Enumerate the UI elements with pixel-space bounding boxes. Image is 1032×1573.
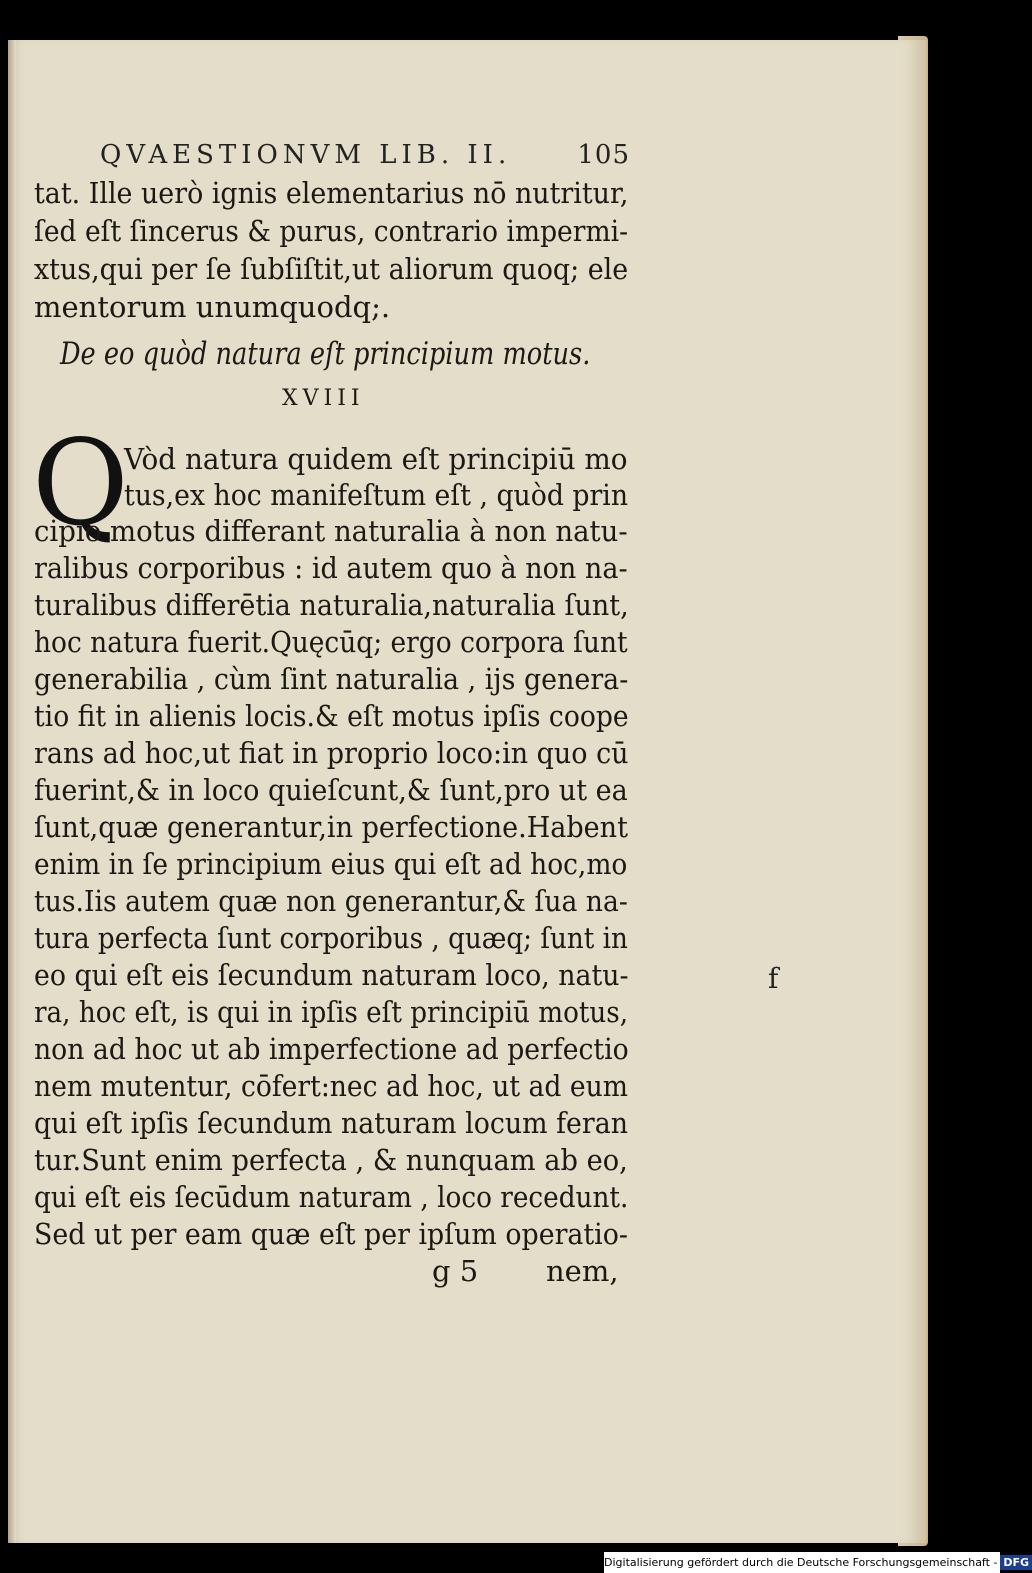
catchword: nem, (546, 1254, 619, 1288)
drop-capital: Q (32, 414, 129, 552)
chapter-number: XVIII (282, 386, 365, 411)
text-line: fuerint,& in loco quieſcunt,& ſunt,pro ut ea (34, 773, 628, 807)
text-line: hoc natura fuerit.Quęcūq; ergo corpora ſunt (34, 625, 628, 659)
text-line: qui eſt eis ſecūdum naturam , loco recedunt. (34, 1180, 629, 1214)
text-line: turalibus differētia naturalia,naturalia ſunt, (34, 588, 629, 622)
chapter-heading: De eo quòd natura eſt principium motus. (60, 336, 591, 372)
text-line: ralibus corporibus : id autem quo à non na- (34, 551, 628, 585)
running-head-title: QVAESTIONVM LIB. II. (100, 140, 512, 170)
running-head (100, 140, 630, 170)
text-line: cipio motus differant naturalia à non natu- (34, 514, 628, 548)
text-line: tus.Iis autem quæ non generantur,& ſua na- (34, 884, 628, 918)
text-line: Sed ut per eam quæ eſt per ipſum operatio- (34, 1217, 628, 1251)
text-line: ſunt,quæ generantur,in perfectione.Habent (34, 810, 628, 844)
text-line: tio fit in alienis locis.& eſt motus ipſis coope (34, 699, 629, 733)
text-line: ſed eſt ſincerus & purus, contrario impermi- (34, 214, 629, 248)
text-line: tur.Sunt enim perfecta , & nunquam ab eo, (34, 1143, 628, 1177)
text-line: mentorum unumquodq;. (34, 290, 391, 324)
text-line: tura perfecta ſunt corporibus , quæq; ſunt in (34, 921, 628, 955)
page-gutter (8, 40, 16, 1543)
digitization-credit (604, 1552, 1030, 1573)
text-line: enim in ſe principium eius qui eſt ad hoc,mo (34, 847, 628, 881)
text-line: non ad hoc ut ab imperfectione ad perfectio (34, 1032, 629, 1066)
text-line: Vòd natura quidem eſt principiū mo (124, 442, 628, 476)
text-line: generabilia , cùm ſint naturalia , ijs genera- (34, 662, 629, 696)
text-line: rans ad hoc,ut fiat in proprio loco:in quo cū (34, 736, 629, 770)
marginal-mark: f (768, 962, 779, 995)
text-line: tus,ex hoc manifeſtum eſt , quòd prin (124, 478, 629, 512)
credit-text: Digitalisierung gefördert durch die Deutsche Forschungsgemeinschaft - (604, 1556, 998, 1569)
signature-mark: g 5 (432, 1254, 479, 1288)
page-number: 105 (577, 140, 630, 170)
text-line: tat. Ille uerò ignis elementarius nō nutritur, (34, 176, 629, 210)
text-line: nem mutentur, cōfert:nec ad hoc, ut ad eum (34, 1069, 628, 1103)
text-line: ra, hoc eſt, is qui in ipſis eſt principiū motus, (34, 995, 629, 1029)
text-line: xtus,qui per ſe ſubſiſtit,ut aliorum quoq; ele (34, 252, 629, 286)
dfg-logo: DFG (1000, 1555, 1032, 1570)
text-line: eo qui eſt eis ſecundum naturam loco, natu- (34, 958, 629, 992)
text-line: qui eſt ipſis ſecundum naturam locum feran (34, 1106, 629, 1140)
